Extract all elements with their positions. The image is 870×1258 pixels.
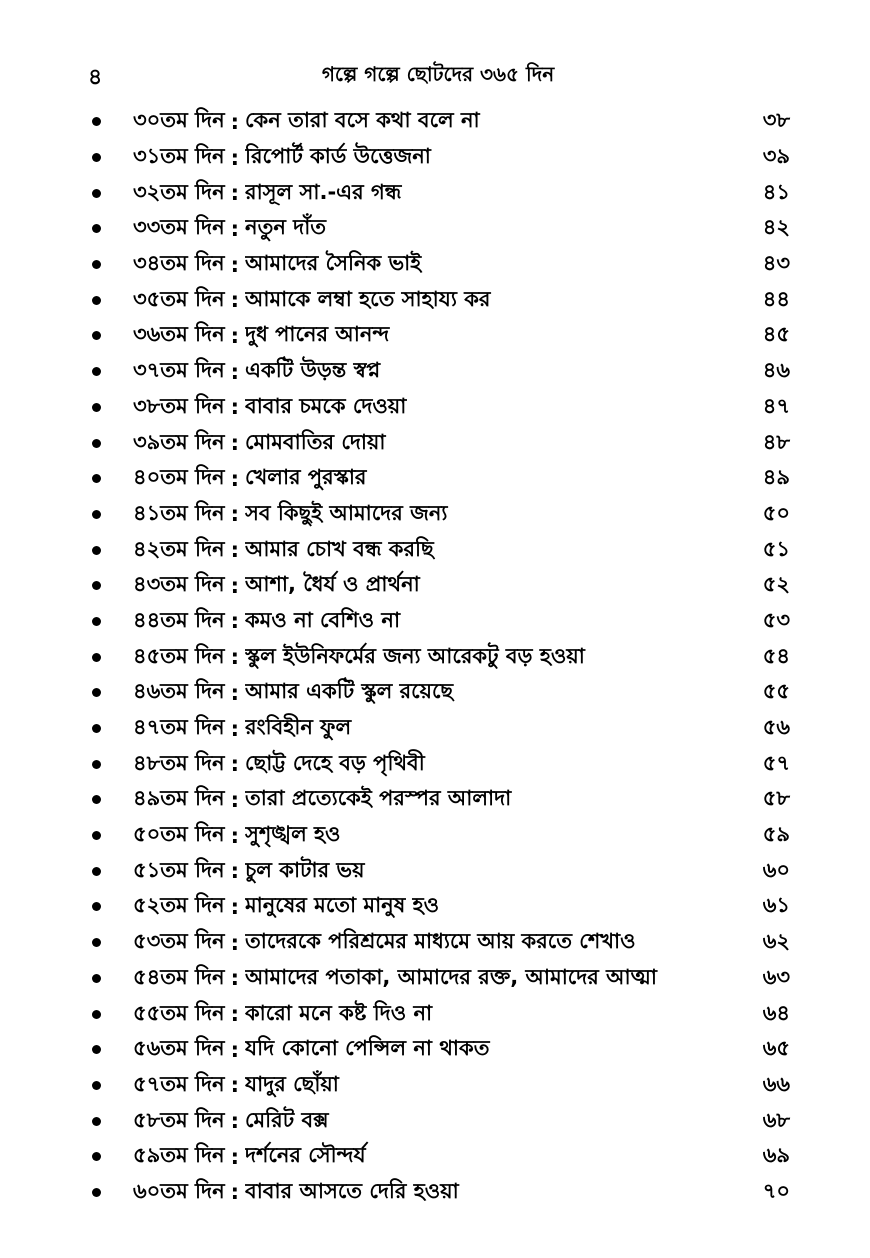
bullet-icon: [92, 795, 101, 804]
entry-day: ৪০তম দিন: [133, 465, 225, 490]
entry-page-number: ৪৭: [762, 393, 790, 418]
bullet-icon: [92, 546, 101, 555]
bullet-icon: [92, 617, 101, 626]
toc-entry: [86, 746, 790, 782]
toc-entry: [86, 1103, 790, 1139]
entry-separator: :: [230, 145, 239, 170]
entry-separator: :: [230, 216, 240, 241]
entry-day: ৪১তম দিন: [133, 500, 225, 525]
entry-page-number: ৬৩: [762, 964, 790, 989]
entry-day: ৩১তম দিন: [133, 144, 225, 169]
entry-title: তারা প্রত্যেকেই পরস্পর আলাদা: [244, 786, 512, 811]
bullet-icon: [92, 403, 101, 412]
toc-entry: [86, 568, 790, 604]
bullet-icon: [92, 510, 101, 519]
entry-title: আমার চোখ বন্ধ করছি: [245, 536, 434, 561]
bullet-icon: [92, 224, 101, 233]
entry-title: আমার একটি স্কুল রয়েছে: [245, 679, 454, 704]
entry-day: ৩৩তম দিন: [133, 215, 225, 240]
bullet-icon: [92, 117, 101, 126]
entry-day: ৫৭তম দিন: [133, 1071, 225, 1096]
entry-separator: :: [230, 609, 239, 634]
entry-day: ৩৪তম দিন: [133, 251, 225, 276]
bullet-icon: [92, 153, 101, 162]
entry-title: সব কিছুই আমাদের জন্য: [244, 500, 448, 525]
entry-day: ৫৯তম দিন: [133, 1143, 225, 1168]
entry-separator: :: [230, 466, 239, 491]
bullet-icon: [92, 1081, 101, 1090]
entry-title: দর্শনের সৌন্দর্য: [244, 1143, 366, 1168]
entry-page-number: ৪৬: [762, 358, 790, 383]
toc-entry: [86, 354, 790, 390]
bullet-icon: [92, 581, 101, 590]
toc-entry: [86, 247, 790, 283]
entry-title: কারো মনে কষ্ট দিও না: [244, 1000, 433, 1025]
entry-title: খেলার পুরস্কার: [245, 465, 367, 490]
toc-entry: [86, 853, 790, 889]
entry-page-number: ৫২: [762, 572, 790, 597]
entry-day: ৪৬তম দিন: [133, 679, 225, 704]
entry-title: রংবিহীন ফুল: [245, 715, 352, 740]
toc-entry: [86, 996, 790, 1032]
toc-entry: [86, 925, 790, 961]
entry-title: যাদুর ছোঁয়া: [245, 1071, 339, 1096]
entry-page-number: ৪২: [762, 215, 790, 240]
entry-title: কেন তারা বসে কথা বলে না: [245, 108, 480, 133]
entry-page-number: ৩৯: [762, 144, 790, 169]
entry-title: মানুষের মতো মানুষ হও: [245, 893, 440, 918]
toc-entry: [86, 497, 790, 533]
entry-separator: :: [230, 573, 239, 598]
bullet-icon: [92, 867, 101, 876]
bullet-icon: [92, 1152, 101, 1161]
entry-page-number: ৭০: [762, 1178, 790, 1203]
entry-page-number: ৬৫: [762, 1036, 790, 1061]
entry-separator: :: [230, 752, 239, 777]
page-header: [88, 60, 788, 92]
entry-page-number: ৫৬: [762, 715, 790, 740]
entry-separator: :: [230, 502, 239, 527]
entry-separator: :: [230, 323, 240, 348]
entry-separator: :: [230, 395, 239, 420]
entry-day: ৫৬তম দিন: [133, 1036, 225, 1061]
entry-title: একটি উড়ন্ত স্বপ্ন: [245, 358, 381, 383]
entry-separator: :: [230, 1037, 239, 1062]
toc-entry: [86, 961, 790, 997]
entry-day: ৫৩তম দিন: [133, 929, 225, 954]
book-title: গল্পে গল্পে ছোটদের ৩৬৫ দিন: [321, 62, 555, 86]
entry-separator: :: [230, 930, 239, 955]
toc-entry: [86, 461, 790, 497]
entry-day: ৫৮তম দিন: [133, 1107, 225, 1132]
entry-page-number: ৫৯: [762, 822, 790, 847]
entry-day: ৪৫তম দিন: [133, 643, 225, 668]
toc-entry: [86, 675, 790, 711]
entry-title: তাদেরকে পরিশ্রমের মাধ্যমে আয় করতে শেখাও: [245, 929, 636, 954]
entry-page-number: ৪৯: [762, 465, 790, 490]
bullet-icon: [92, 760, 101, 769]
entry-day: ৩৫তম দিন: [133, 286, 225, 311]
entry-separator: :: [230, 645, 239, 670]
entry-title: মেরিট বক্স: [244, 1107, 329, 1132]
entry-separator: :: [230, 1002, 239, 1027]
entry-separator: :: [230, 1073, 239, 1098]
entry-page-number: ৬৯: [762, 1143, 790, 1168]
entry-page-number: ৫৪: [762, 643, 790, 668]
bullet-icon: [92, 688, 101, 697]
toc-entry: [86, 711, 790, 747]
entry-separator: :: [230, 538, 239, 563]
entry-separator: :: [230, 859, 239, 884]
entry-page-number: ৫৮: [762, 786, 790, 811]
toc-entry: [86, 1068, 790, 1104]
toc-entry: [86, 782, 790, 818]
toc-entry: [86, 282, 790, 318]
entry-separator: :: [230, 787, 239, 812]
entry-title: দুধ পানের আনন্দ: [245, 322, 390, 347]
toc-entry: [86, 390, 790, 426]
bullet-icon: [92, 831, 101, 840]
entry-separator: :: [230, 1180, 240, 1205]
entry-day: ৪৯তম দিন: [133, 786, 225, 811]
entry-page-number: ৬১: [762, 893, 790, 918]
bullet-icon: [92, 974, 101, 983]
entry-day: ৩৮তম দিন: [133, 393, 225, 418]
entry-separator: :: [230, 716, 239, 741]
entry-page-number: ৪৫: [762, 322, 790, 347]
entry-title: রাসূল সা.-এর গন্ধ: [245, 179, 402, 204]
entry-page-number: ৬২: [762, 929, 790, 954]
entry-separator: :: [230, 252, 239, 277]
entry-title: যদি কোনো পেন্সিল না থাকত: [245, 1036, 490, 1061]
toc-entry: [86, 140, 790, 176]
bullet-icon: [92, 331, 101, 340]
entry-separator: :: [230, 1144, 239, 1169]
toc-entry: [86, 532, 790, 568]
entry-title: স্কুল ইউনিফর্মের জন্য আরেকটু বড় হওয়া: [244, 643, 585, 668]
entry-separator: :: [230, 680, 239, 705]
entry-day: ৫২তম দিন: [133, 893, 225, 918]
entry-day: ৩০তম দিন: [133, 108, 225, 133]
entry-separator: :: [230, 359, 240, 384]
entry-day: ৪৮তম দিন: [133, 750, 225, 775]
toc-entry: [86, 318, 790, 354]
entry-page-number: ৬০: [762, 857, 790, 882]
entry-separator: :: [230, 894, 239, 919]
toc-entry: [86, 104, 790, 140]
entry-title: বাবার চমকে দেওয়া: [245, 393, 407, 418]
entry-title: মোমবাতির দোয়া: [245, 429, 386, 454]
entry-day: ৪৭তম দিন: [133, 715, 225, 740]
entry-title: সুশৃঙ্খল হও: [245, 822, 341, 847]
entry-day: ৪২তম দিন: [133, 536, 225, 561]
entry-day: ৩৭তম দিন: [133, 358, 225, 383]
entry-separator: :: [230, 109, 240, 134]
entry-day: ৩৯তম দিন: [133, 429, 225, 454]
toc-entry: [86, 425, 790, 461]
entry-title: আমাদের পতাকা, আমাদের রক্ত, আমাদের আত্মা: [244, 964, 657, 989]
bullet-icon: [92, 724, 101, 733]
toc-entry: [86, 175, 790, 211]
entry-title: চুল কাটার ভয়: [244, 857, 365, 882]
entry-page-number: ৬৪: [762, 1000, 790, 1025]
entry-day: ৩২তম দিন: [133, 179, 225, 204]
toc-entry: [86, 818, 790, 854]
entry-title: রিপোর্ট কার্ড উত্তেজনা: [245, 144, 431, 169]
toc-entry: [86, 604, 790, 640]
entry-day: ৫৪তম দিন: [133, 964, 225, 989]
entry-page-number: ৫৩: [762, 607, 790, 632]
entry-page-number: ৬৬: [762, 1071, 790, 1096]
entry-title: ছোট্ট দেহে বড় পৃথিবী: [244, 750, 425, 775]
bullet-icon: [92, 260, 101, 269]
entry-day: ৪৩তম দিন: [133, 572, 225, 597]
toc-entry: [86, 639, 790, 675]
table-of-contents: [86, 104, 790, 1210]
entry-title: আশা, ধৈর্য ও প্রার্থনা: [245, 572, 420, 597]
entry-page-number: ৬৮: [762, 1107, 790, 1132]
bullet-icon: [92, 296, 101, 305]
bullet-icon: [92, 902, 101, 911]
entry-title: আমাকে লম্বা হতে সাহায্য কর: [245, 286, 491, 311]
bullet-icon: [92, 1045, 101, 1054]
entry-title: কমও না বেশিও না: [244, 607, 401, 632]
bullet-icon: [92, 1010, 101, 1019]
entry-page-number: ৫১: [762, 536, 790, 561]
entry-separator: :: [230, 288, 239, 313]
entry-title: বাবার আসতে দেরি হওয়া: [245, 1178, 459, 1203]
entry-separator: :: [230, 431, 239, 456]
toc-entry: [86, 1139, 790, 1175]
entry-separator: :: [230, 181, 240, 206]
bullet-icon: [92, 938, 101, 947]
toc-entry: [86, 1032, 790, 1068]
bullet-icon: [92, 1117, 101, 1126]
bullet-icon: [92, 653, 101, 662]
page-number: ৪: [88, 65, 103, 90]
entry-page-number: ৩৮: [762, 108, 790, 133]
entry-day: ৪৪তম দিন: [133, 607, 225, 632]
entry-page-number: ৪৩: [762, 251, 790, 276]
bullet-icon: [92, 439, 101, 448]
bullet-icon: [92, 1188, 101, 1197]
entry-day: ৬০তম দিন: [133, 1178, 225, 1203]
bullet-icon: [92, 474, 101, 483]
entry-page-number: ৪১: [762, 179, 790, 204]
entry-page-number: ৪৮: [762, 429, 790, 454]
entry-separator: :: [230, 966, 239, 991]
entry-separator: :: [230, 1109, 239, 1134]
entry-page-number: ৫৭: [762, 750, 790, 775]
entry-title: আমাদের সৈনিক ভাই: [245, 251, 422, 276]
bullet-icon: [92, 367, 101, 376]
entry-day: ৫১তম দিন: [133, 857, 225, 882]
entry-page-number: ৫০: [762, 500, 790, 525]
toc-entry: [86, 211, 790, 247]
entry-day: ৫০তম দিন: [133, 822, 225, 847]
toc-entry: [86, 1175, 790, 1211]
entry-day: ৩৬তম দিন: [133, 322, 225, 347]
entry-page-number: ৪৪: [762, 286, 790, 311]
bullet-icon: [92, 189, 101, 198]
entry-day: ৫৫তম দিন: [133, 1000, 225, 1025]
toc-entry: [86, 889, 790, 925]
entry-separator: :: [230, 823, 239, 848]
entry-title: নতুন দাঁত: [245, 215, 327, 240]
entry-page-number: ৫৫: [762, 679, 790, 704]
